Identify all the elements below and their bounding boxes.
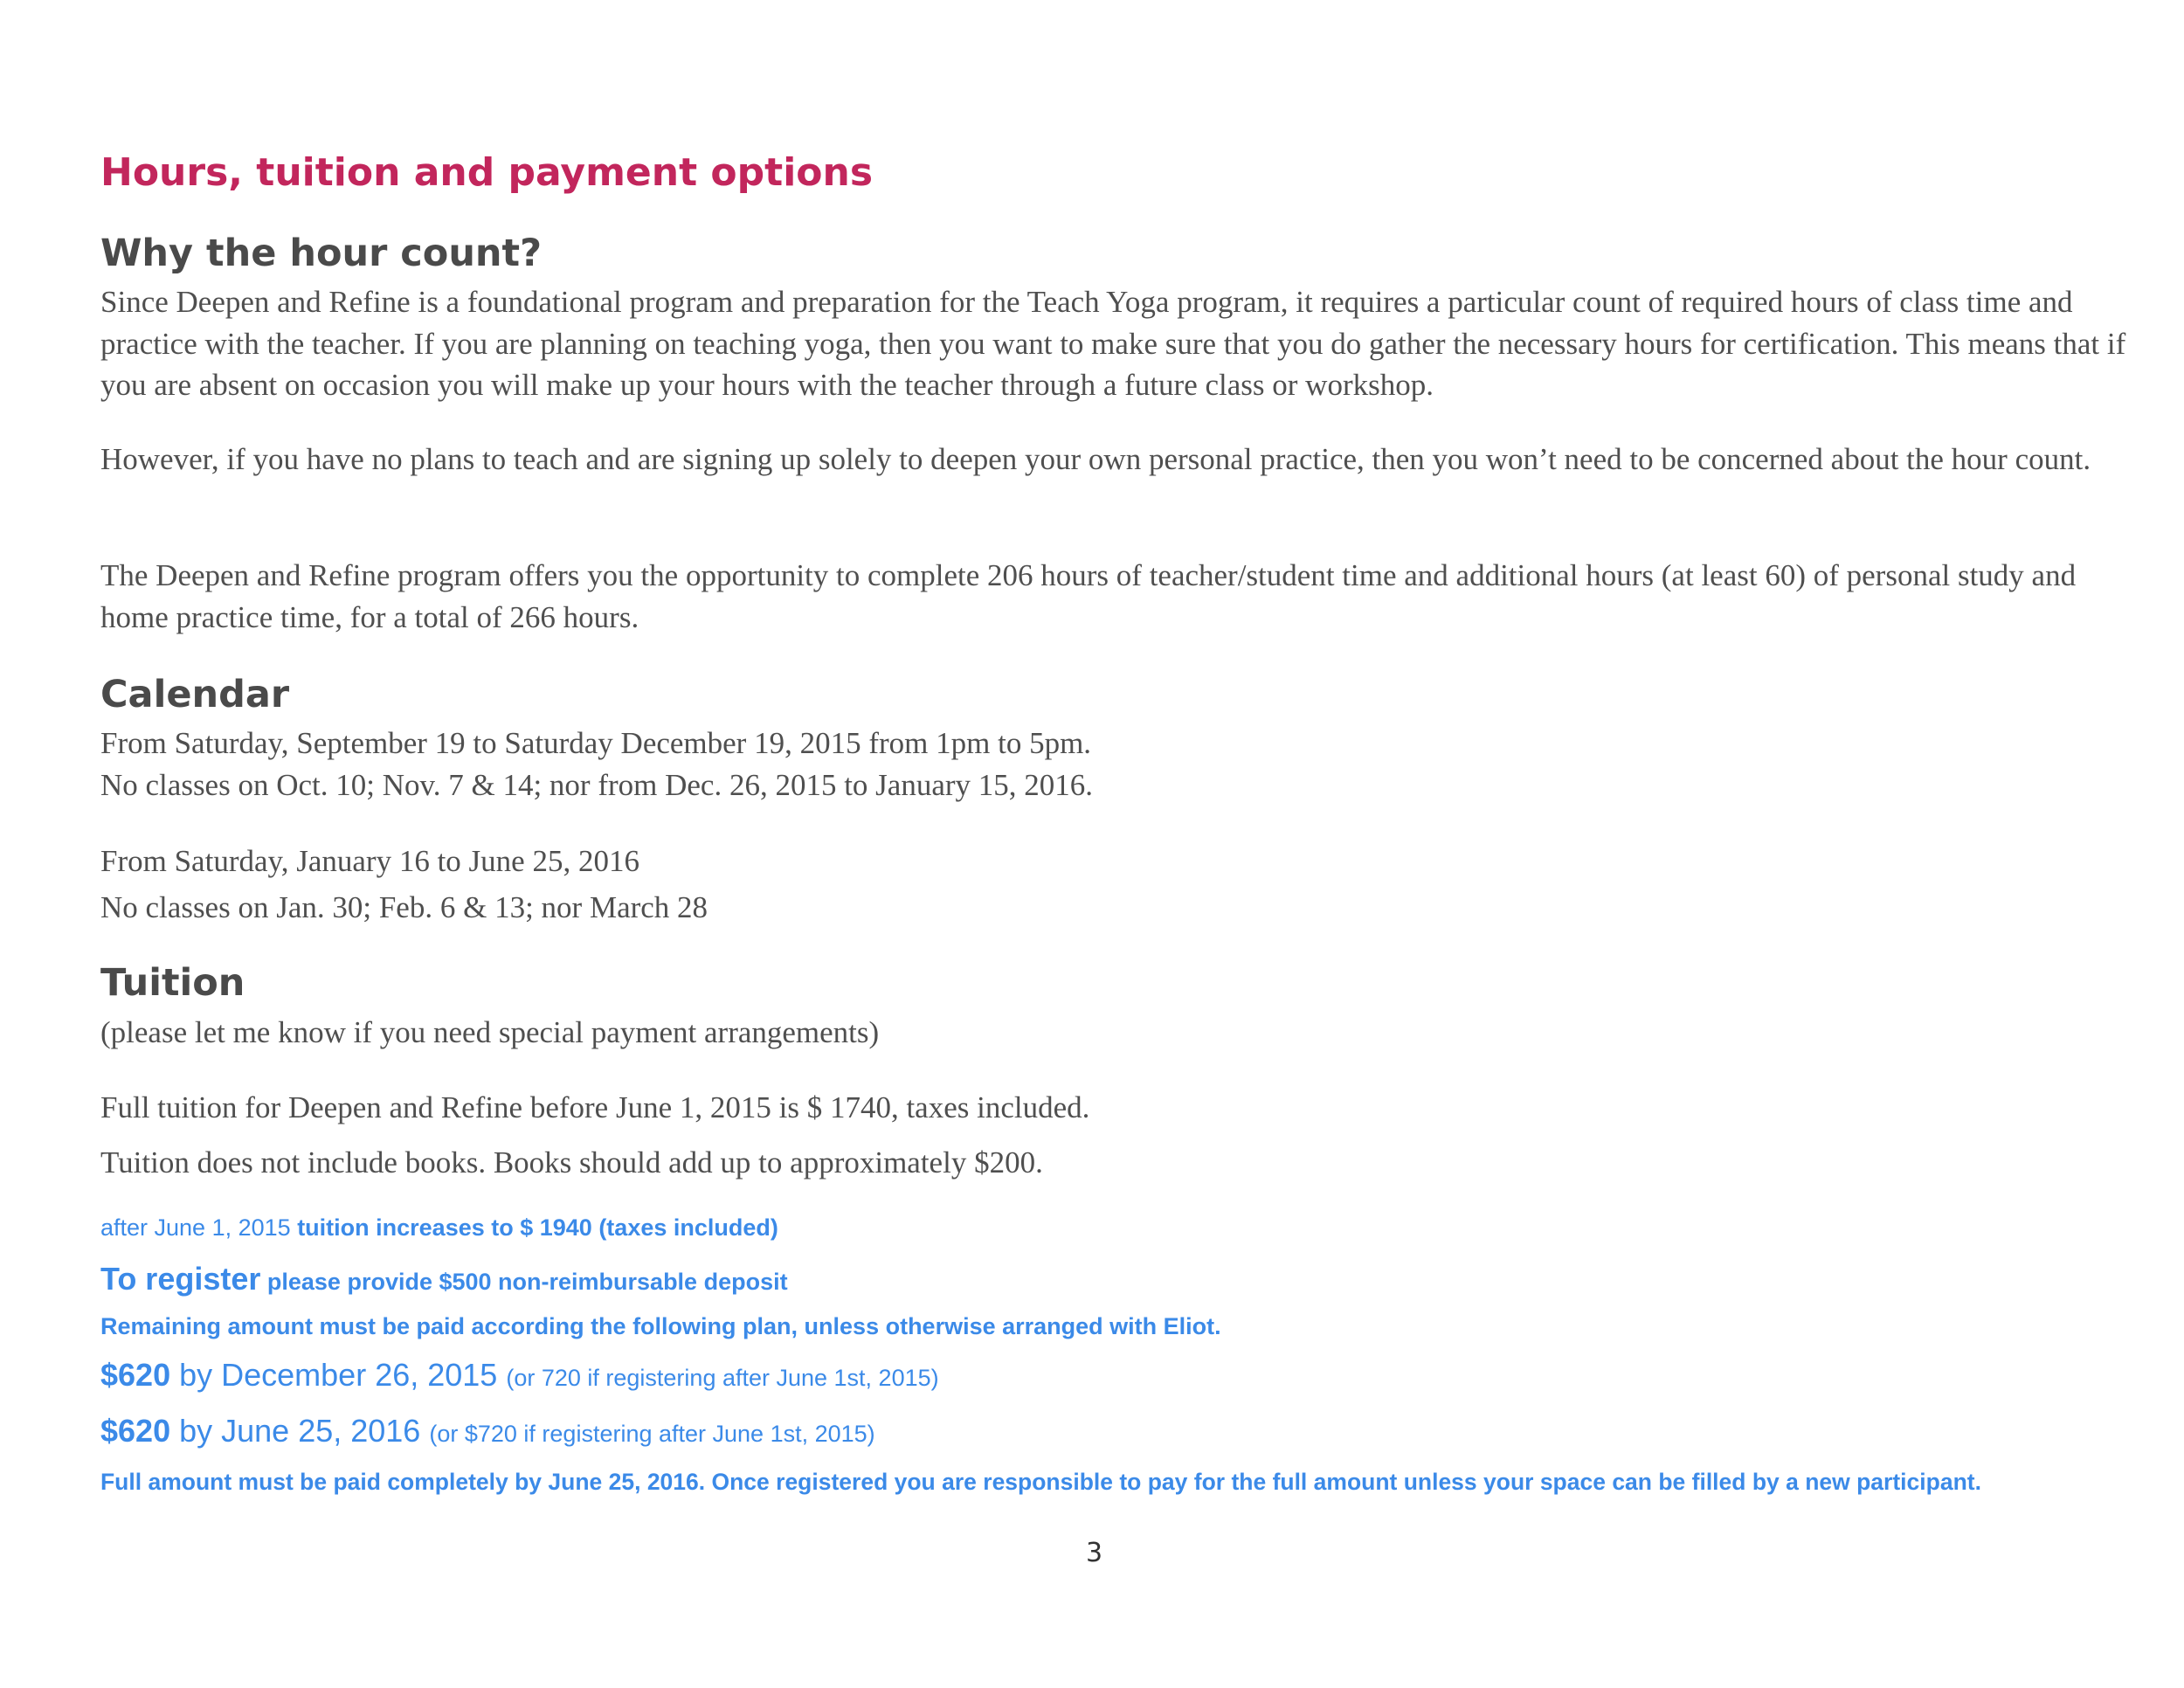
tuition-heading: Tuition xyxy=(100,961,245,1005)
hours-heading: Why the hour count? xyxy=(100,232,543,275)
payment-1-amount: $620 xyxy=(100,1357,171,1393)
register-label: To register xyxy=(100,1261,261,1297)
register-text: please provide $500 non-reimbursable deposit xyxy=(266,1269,788,1295)
remaining-amount: Remaining amount must be paid according the following plan, unless otherwise arranged with Eliot. xyxy=(100,1313,1221,1339)
calendar-line-3: From Saturday, January 16 to June 25, 2016 xyxy=(100,844,639,878)
tuition-full: Full tuition for Deepen and Refine before June 1, 2015 is $ 1740, taxes included. xyxy=(100,1090,1090,1124)
tuition-note: (please let me know if you need special payment arrangements) xyxy=(100,1015,880,1049)
payment-2 xyxy=(100,1413,875,1449)
register-line xyxy=(100,1261,788,1297)
payment-2-note: (or $720 if registering after June 1st, 2015) xyxy=(429,1421,875,1447)
calendar-line-4: No classes on Jan. 30; Feb. 6 & 13; nor March 28 xyxy=(100,890,708,924)
calendar-heading: Calendar xyxy=(100,673,290,716)
hours-paragraph-2: However, if you have no plans to teach and are signing up solely to deepen your own personal practice, then you won’t need to be concerned about the hour count. xyxy=(100,442,2091,476)
page-number: 3 xyxy=(1086,1538,1103,1568)
payment-1-note: (or 720 if registering after June 1st, 2015) xyxy=(506,1365,939,1391)
full-amount-note: Full amount must be paid completely by June 25, 2016. Once registered you are responsible to pay for the full amount unless your space can be filled by a new participant. xyxy=(100,1469,1981,1495)
payment-1 xyxy=(100,1357,939,1394)
calendar-line-1: From Saturday, September 19 to Saturday December 19, 2015 from 1pm to 5pm. xyxy=(100,726,1092,760)
hours-paragraph-3: The Deepen and Refine program offers you the opportunity to complete 206 hours of teacher/student time and additional hours (at least 60) of personal study and home practice time, for a total of 266 hours. xyxy=(100,558,2077,634)
page-title: Hours, tuition and payment options xyxy=(100,150,874,195)
tuition-books: Tuition does not include books. Books should add up to approximately $200. xyxy=(100,1145,1043,1180)
tuition-increase-prefix: after June 1, 2015 xyxy=(100,1214,291,1241)
payment-1-date: by December 26, 2015 xyxy=(179,1357,498,1393)
tuition-increase-amount: tuition increases to $ 1940 (taxes included) xyxy=(297,1214,778,1241)
calendar-line-2: No classes on Oct. 10; Nov. 7 & 14; nor from Dec. 26, 2015 to January 15, 2016. xyxy=(100,768,1094,802)
hours-paragraph-1: Since Deepen and Refine is a foundational program and preparation for the Teach Yoga program, it requires a particular count of required hours of class time and practice with the teacher. If you are planning on teaching yoga, then you want to make sure that you do gather the necessary hours for certification. This means that if you are absent on occasion you will make up your hours with the teacher through a future class or workshop. xyxy=(100,285,2126,402)
tuition-increase xyxy=(100,1214,778,1242)
payment-2-amount: $620 xyxy=(100,1413,171,1449)
payment-2-date: by June 25, 2016 xyxy=(179,1413,421,1449)
